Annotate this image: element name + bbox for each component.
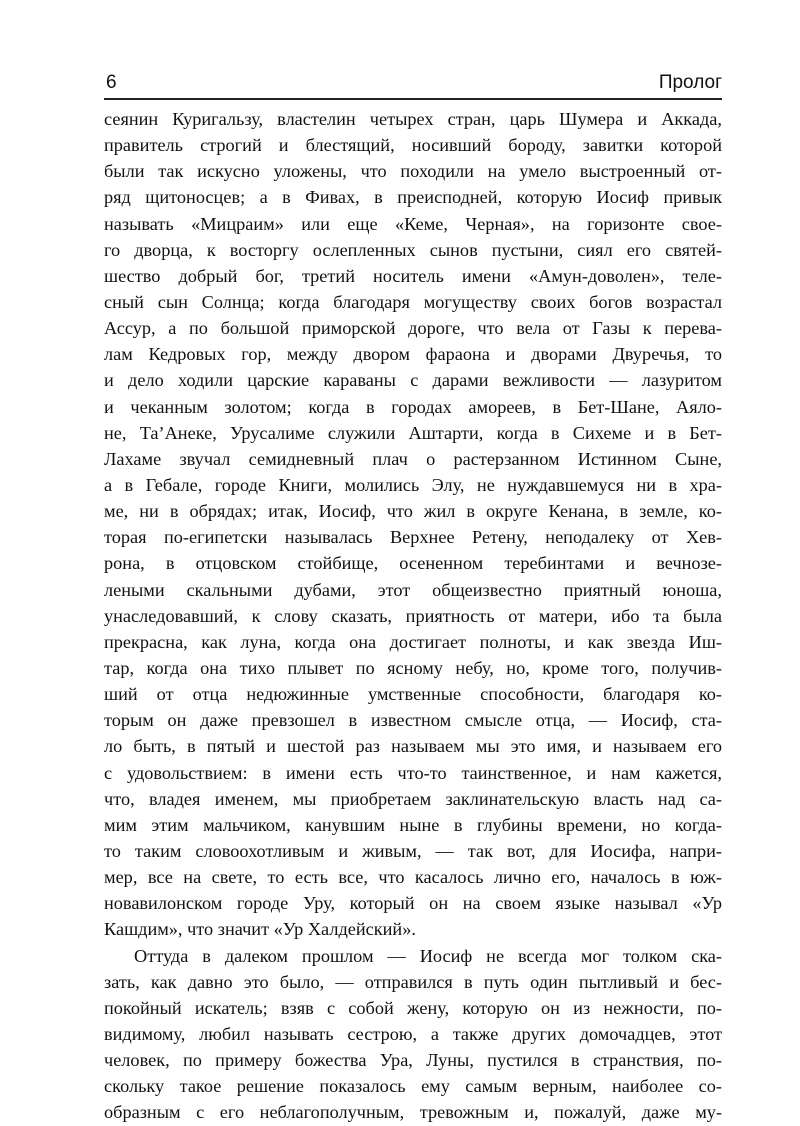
text-line: скольку такое решение показалось ему самым верным, наиболее со- (104, 1076, 722, 1097)
text-line: видимому, любил называть сестрою, а также других домочадцев, этот (104, 1023, 722, 1044)
paragraph-2 (104, 943, 722, 1126)
section-title: Пролог (658, 72, 722, 93)
text-line: торым он даже превзошел в известном смысле отца, — Иосиф, ста- (104, 710, 722, 731)
text-line: мим этим мальчиком, канувшим ныне в глубины времени, но когда- (104, 814, 722, 835)
text-line: прекрасна, как луна, когда она достигает полноты, и как звезда Иш- (104, 631, 722, 652)
text-line: называть «Мицраим» или еще «Кеме, Черная», на горизонте свое- (104, 213, 722, 234)
text-line: ший от отца недюжинные умственные способности, благодаря ко- (104, 684, 722, 705)
text-line: мер, все на свете, то есть все, что касалось лично его, началось в юж- (104, 867, 722, 888)
text-line: что, владея именем, мы приобретаем заклинательскую власть над са- (104, 788, 722, 809)
book-page (104, 62, 722, 1125)
text-line: рона, в отцовском стойбище, осененном теребинтами и вечнозе- (104, 553, 722, 574)
text-line: и дело ходили царские караваны с дарами вежливости — лазуритом (104, 370, 722, 391)
text-line: были так искусно уложены, что походили на умело выстроенный от- (104, 161, 722, 182)
text-line: зать, как давно это было, — отправился в путь один пытливый и бес- (104, 971, 722, 992)
text-line: лам Кедровых гор, между двором фараона и дворами Двуречья, то (104, 344, 722, 365)
text-line: покойный искатель; взяв с собой жену, которую он из нежности, по- (104, 997, 722, 1018)
text-line: Лахаме звучал семидневный плач о растерзанном Истинном Сыне, (104, 448, 722, 469)
text-line: Ассур, а по большой приморской дороге, что вела от Газы к перева- (104, 318, 722, 339)
text-line: унаследовавший, к слову сказать, приятность от матери, ибо та была (104, 605, 722, 626)
body-text (104, 106, 722, 1125)
text-line: и чеканным золотом; когда в городах амореев, в Бет-Шане, Аяло- (104, 396, 722, 417)
text-line: человек, по примеру божества Ура, Луны, пустился в странствия, по- (104, 1050, 722, 1071)
text-line: не, Та’Анеке, Урусалиме служили Аштарти, когда в Сихеме и в Бет- (104, 422, 722, 443)
page-number: 6 (106, 72, 117, 93)
text-line: ряд щитоносцев; а в Фивах, в преисподней, которую Иосиф привык (104, 187, 722, 208)
text-line: правитель строгий и блестящий, носивший бороду, завитки которой (104, 135, 722, 156)
text-line: Кашдим», что значит «Ур Халдейский». (104, 919, 416, 940)
text-line: то таким словоохотливым и живым, — так вот, для Иосифа, напри- (104, 840, 722, 861)
running-header (104, 62, 722, 94)
text-line: а в Гебале, городе Книги, молились Элу, не нуждавшемуся ни в хра- (104, 474, 722, 495)
text-line: Оттуда в далеком прошлом — Иосиф не всегда мог толком ска- (134, 945, 722, 966)
text-line: образным с его неблагополучным, тревожным и, пожалуй, даже му- (104, 1102, 722, 1123)
text-line: ло быть, в пятый и шестой раз называем мы это имя, и называем его (104, 736, 722, 757)
text-line: новавилонском городе Уру, который он на своем языке называл «Ур (104, 893, 722, 914)
paragraph-1 (104, 106, 722, 943)
text-line: сеянин Куригальзу, властелин четырех стран, царь Шумера и Аккада, (104, 109, 722, 129)
text-line: торая по-египетски называлась Верхнее Ретену, неподалеку от Хев- (104, 527, 722, 548)
text-line: ме, ни в обрядах; итак, Иосиф, что жил в округе Кенана, в земле, ко- (104, 501, 722, 522)
text-line: го дворца, к восторгу ослепленных сынов пустыни, сиял его святей- (104, 239, 722, 260)
text-line: леными скальными дубами, этот общеизвестно приятный юноша, (104, 579, 722, 600)
text-line: тар, когда она тихо плывет по ясному небу, но, кроме того, получив- (104, 657, 722, 678)
text-line: шество добрый бог, третий носитель имени «Амун-доволен», теле- (104, 265, 722, 286)
text-line: с удовольствием: в имени есть что-то таинственное, и нам кажется, (104, 762, 722, 783)
text-line: сный сын Солнца; когда благодаря могуществу своих богов возрастал (104, 291, 722, 312)
header-rule (104, 98, 722, 100)
